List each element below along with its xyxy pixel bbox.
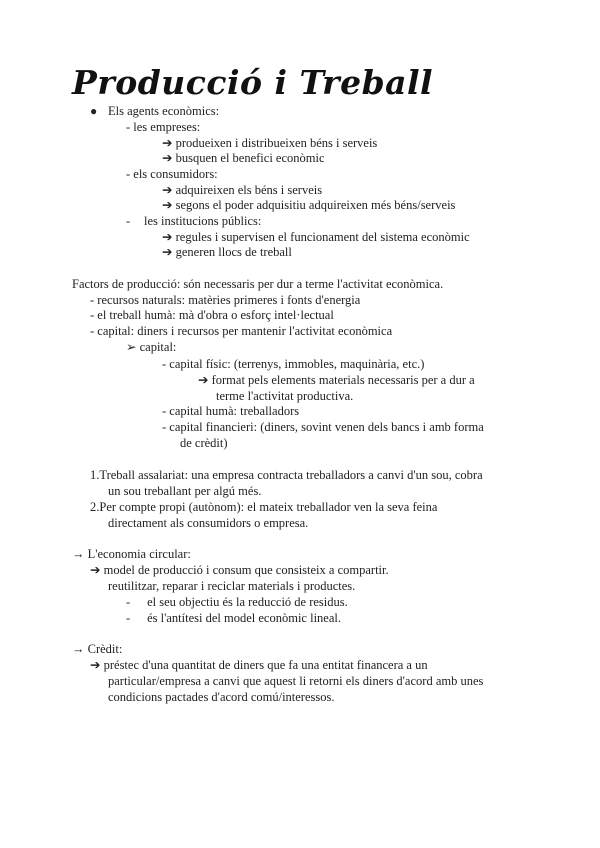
work-type-self: 2.Per compte propi (autònom): el mateix treballador ven la seva feina [90,500,438,514]
right-arrow-icon: → [72,642,85,656]
companies-label: - les empreses: [126,120,201,134]
credit-definition-text: préstec d'una quantitat de diners que fa una entitat financera a un [103,658,428,672]
capital-physical: - capital físic: (terrenys, immobles, maquinària, etc.) [162,357,425,371]
dash: - [126,595,131,609]
capital-label-text: capital: [139,340,177,354]
arrow-icon: ➔ [90,658,101,672]
circular-heading [72,547,191,562]
capital-financial-cont: de crèdit) [180,436,228,450]
consumers-label: - els consumidors: [126,167,218,181]
companies-item-text: busquen el benefici econòmic [175,151,325,165]
page-title: Producció i Treball [72,63,434,102]
arrowhead-icon: ➢ [126,340,137,354]
capital-financial: - capital financieri: (diners, sovint venen dels bancs i amb forma [162,420,484,434]
capital-physical-note-text: format pels elements materials necessaris per a dur a [211,373,475,387]
circular-definition-cont: reutilitzar, reparar i reciclar materials i productes. [108,579,356,593]
capital-label [126,340,176,355]
factor-item: - recursos naturals: matèries primeres i fonts d'energia [90,293,361,307]
work-type-self-cont: directament als consumidors o empresa. [108,516,309,530]
work-type-wage-cont: un sou treballant per algú més. [108,484,262,498]
capital-physical-note [198,373,475,388]
work-type-wage: 1.Treball assalariat: una empresa contracta treballadors a canvi d'un sou, cobra [90,468,483,482]
institutions-item-text: generen llocs de treball [175,245,292,259]
companies-item-text: produeixen i distribueixen béns i serveis [175,136,378,150]
bullet-icon: ● [90,104,98,118]
circular-heading-text: L'economia circular: [87,547,191,561]
credit-heading [72,642,122,657]
circular-point [126,595,348,610]
arrow-icon: ➔ [162,230,173,244]
arrow-icon: ➔ [162,136,173,150]
agents-heading: Els agents econòmics: [108,104,220,118]
right-arrow-icon: → [72,547,85,561]
consumers-item [162,183,322,198]
factor-item: - capital: diners i recursos per mantenir l'activitat econòmica [90,324,393,338]
credit-definition [90,658,428,673]
arrow-icon: ➔ [162,151,173,165]
companies-item [162,151,325,166]
arrow-icon: ➔ [198,373,209,387]
credit-heading-text: Crèdit: [87,642,123,656]
arrow-icon: ➔ [90,563,101,577]
institutions-item [162,245,292,260]
circular-point-text: el seu objectiu és la reducció de residus. [147,595,348,609]
consumers-item-text: segons el poder adquisitiu adquireixen més béns/serveis [175,198,456,212]
institutions-item [162,230,470,245]
capital-physical-note-cont: terme l'activitat productiva. [216,389,354,403]
dash: - [126,611,131,625]
arrow-icon: ➔ [162,245,173,259]
institutions-item-text: regules i supervisen el funcionament del sistema econòmic [175,230,470,244]
consumers-item [162,198,455,213]
circular-point-text: és l'antítesi del model econòmic lineal. [147,611,341,625]
companies-item [162,136,377,151]
factors-heading: Factors de producció: són necessaris per dur a terme l'activitat econòmica. [72,277,444,291]
institutions-dash: - [126,214,131,228]
circular-definition [90,563,389,578]
arrow-icon: ➔ [162,183,173,197]
circular-definition-text: model de producció i consum que consisteix a compartir. [103,563,389,577]
credit-definition-cont: condicions pactades d'acord comú/interessos. [108,690,335,704]
institutions-label: les institucions públics: [144,214,262,228]
capital-human: - capital humà: treballadors [162,404,300,418]
credit-definition-cont: particular/empresa a canvi que aquest li retorni els diners d'acord amb unes [108,674,484,688]
factor-item: - el treball humà: mà d'obra o esforç intel·lectual [90,308,334,322]
circular-point [126,611,341,626]
consumers-item-text: adquireixen els béns i serveis [175,183,323,197]
arrow-icon: ➔ [162,198,173,212]
